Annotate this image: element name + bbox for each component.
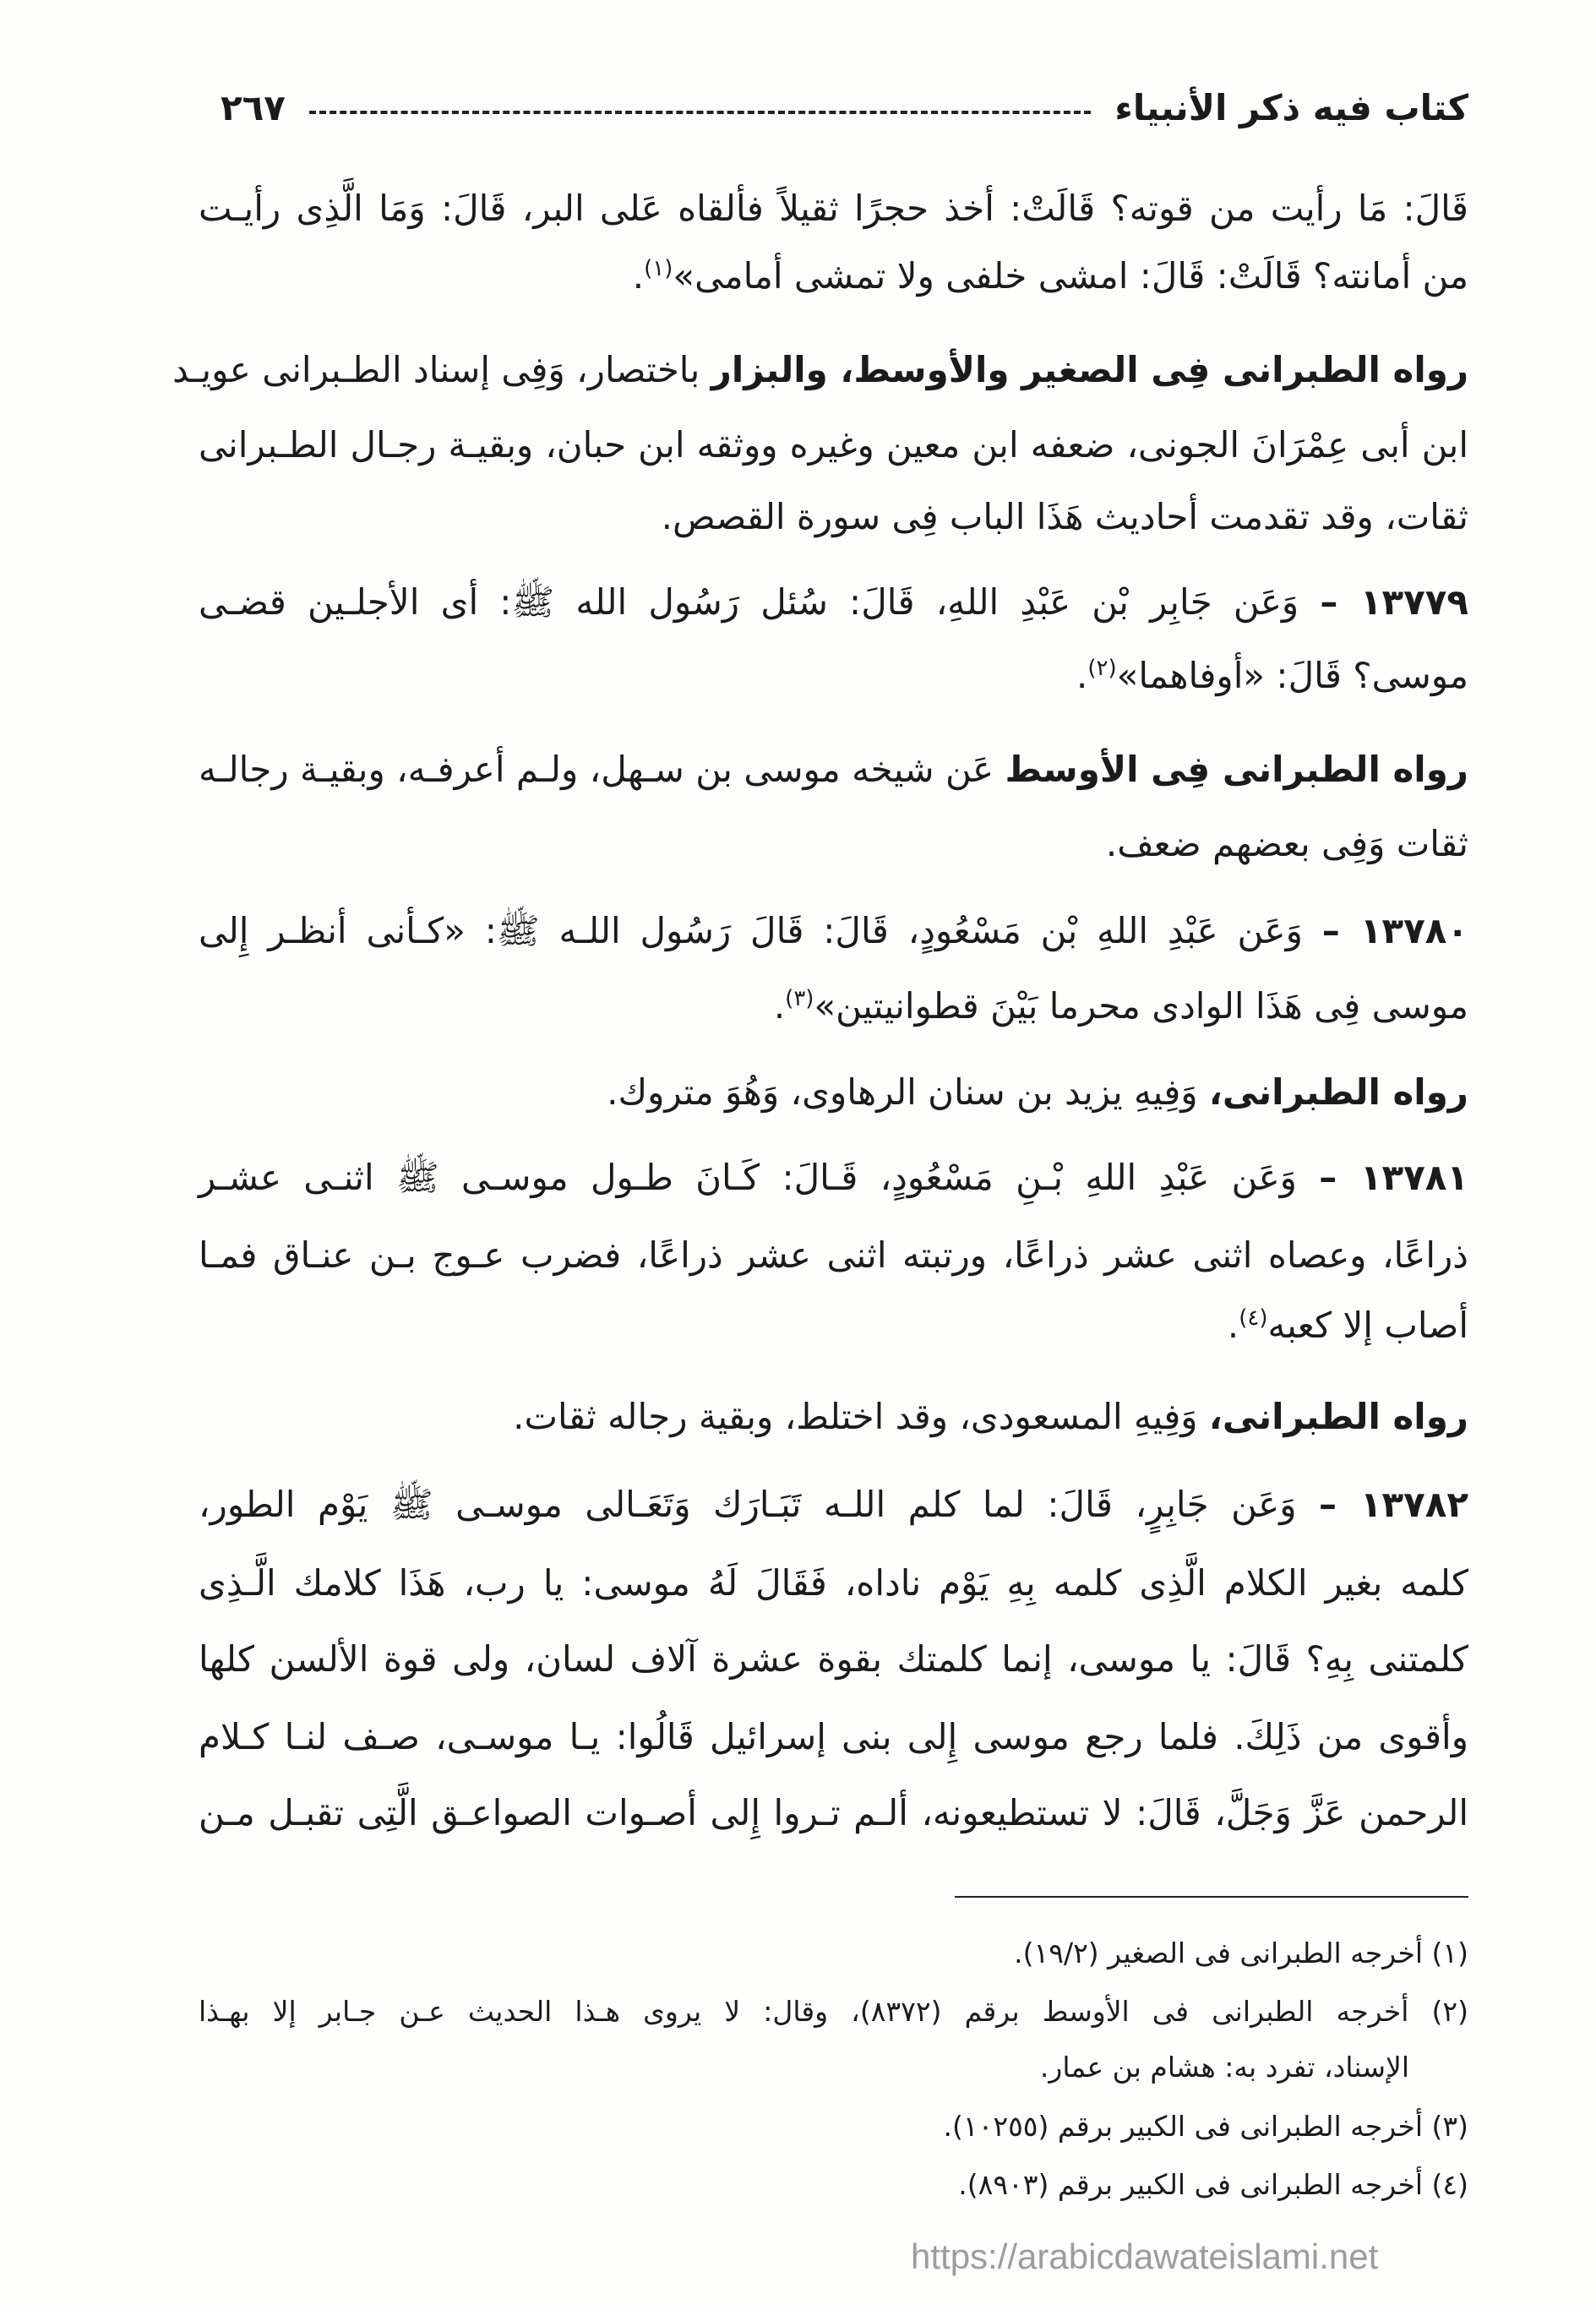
line-text: أصاب إلا كعبه (1267, 1305, 1468, 1346)
section-title: كتاب فيه ذكر الأنبياء (1114, 86, 1468, 128)
line-text: ثقات، وقد تقدمت أحاديث هَذَا الباب فِى سورة القصص. (661, 496, 1468, 537)
source-citation: رواه الطبرانى، (1208, 1396, 1468, 1437)
text-line (199, 971, 1468, 1042)
line-text: ذراعًا، وعصاه اثنى عشر ذراعًا، ورتبته اثنى عشر ذراعًا، فضرب عـوج بـن عنـاق فمـا (199, 1234, 1468, 1276)
text-line (199, 410, 1468, 481)
text-line (199, 1220, 1468, 1291)
footnote-line (199, 1985, 1468, 2039)
page-number: ٢٦٧ (221, 86, 286, 128)
footnote (199, 2100, 1468, 2154)
text-line (199, 1142, 1468, 1213)
hadith-number: ١٣٧٧٩ – (1320, 581, 1469, 623)
text-line (199, 173, 1468, 244)
sentence-end: . (1076, 655, 1088, 696)
footnote-text: (٤) أخرجه الطبرانى فى الكبير برقم (٨٩٠٣). (958, 2168, 1468, 2201)
text-line (199, 1702, 1468, 1773)
text-line (199, 809, 1468, 880)
text-line (199, 896, 1468, 967)
text-line (199, 1624, 1468, 1695)
line-text: موسى؟ قَالَ: «أوفاهما» (1116, 655, 1468, 696)
line-text: وأقوى من ذَلِكَ. فلما رجع موسى إِلى بنى إسرائيل قَالُوا: يـا موسـى، صـف لنـا كـلام (199, 1716, 1468, 1757)
text-line (199, 1290, 1468, 1361)
line-text: كلمتنى بِهِ؟ قَالَ: يا موسى، إنما كلمتك بقوة عشرة آلاف لسان، ولى قوة الألسن كلها (199, 1638, 1468, 1680)
line-text: موسى فِى هَذَا الوادى محرما بَيْنَ قطوانيتين» (814, 985, 1468, 1027)
text-line (199, 1469, 1468, 1540)
source-citation: رواه الطبرانى فِى الصغير والأوسط، والبزار (711, 349, 1468, 390)
line-text: وَعَن جَابِرٍ، قَالَ: لما كلم اللـه تَبَـارَك وَتَعَـالى موسـى ﷺ يَوْم الطور، (199, 1484, 1297, 1525)
line-text: باختصار، وَفِى إسناد الطـبرانى عويـد (172, 349, 700, 390)
watermark-url: https://arabicdawateislami.net (911, 2236, 1379, 2276)
footnote-separator (955, 1896, 1468, 1898)
footnote (199, 2158, 1468, 2212)
footnote-text: الإسناد، تفرد به: هشام بن عمار. (1039, 2051, 1409, 2084)
line-text: وَفِيهِ يزيد بن سنان الرهاوى، وَهُوَ متروك. (607, 1071, 1198, 1113)
hadith-number: ١٣٧٨٢ – (1319, 1484, 1468, 1525)
line-text: الرحمن عَزَّ وَجَلَّ، قَالَ: لا تستطيعونه، ألـم تـروا إِلى أصـوات الصواعـق الَّتِى تقبـل مـن (199, 1792, 1468, 1833)
header-dash-rule (309, 111, 1091, 114)
line-text: وَعَن جَابِر بْن عَبْدِ اللهِ، قَالَ: سُئل رَسُول الله ﷺ: أى الأجلـين قضـى (199, 581, 1299, 623)
footnote-line (199, 2040, 1409, 2095)
source-citation: رواه الطبرانى فِى الأوسط (1005, 749, 1468, 790)
line-text: ثقات وَفِى بعضهم ضعف. (1105, 823, 1468, 864)
sentence-end: . (773, 985, 786, 1027)
footnote-text: (١) أخرجه الطبرانى فى الصغير (١٩/٢). (1014, 1937, 1468, 1969)
text-line (199, 1381, 1468, 1452)
footnote-text: (٢) أخرجه الطبرانى فى الأوسط برقم (٨٣٧٢)، وقال: لا يروى هـذا الحديث عـن جـابر إلا بهـذا (199, 1995, 1468, 2028)
line-text: قَالَ: مَا رأيت من قوته؟ قَالَتْ: أخذ حجرًا ثقيلاً فألقاه عَلى البر، قَالَ: وَمَا الَّذِى رأيـت (199, 188, 1468, 229)
line-text: وَعَن عَبْدِ اللهِ بْـنِ مَسْعُودٍ، قَـالَ: كَـانَ طـول موسـى ﷺ اثنـى عشـر (199, 1157, 1297, 1198)
text-line (199, 734, 1468, 805)
text-line (172, 335, 1468, 406)
text-line (199, 482, 1468, 553)
text-line (199, 640, 1468, 711)
hadith-number: ١٣٧٨٠ – (1321, 910, 1469, 951)
line-text: وَفِيهِ المسعودى، وقد اختلط، وبقية رجاله ثقات. (513, 1396, 1198, 1437)
text-line (199, 1548, 1468, 1619)
line-text: وَعَن عَبْدِ اللهِ بْن مَسْعُودٍ، قَالَ: قَالَ رَسُول اللـه ﷺ: «كـأنى أنظـر إِلى (199, 910, 1303, 951)
footnote-ref: (٢) (1087, 656, 1117, 681)
line-text: ابن أبى عِمْرَانَ الجونى، ضعفه ابن معين وغيره ووثقه ابن حبان، وبقيـة رجـال الطـبرانى (199, 424, 1468, 466)
sentence-end: . (632, 255, 645, 297)
line-text: من أمانته؟ قَالَتْ: قَالَ: امشى خلفى ولا تمشى أمامى» (673, 255, 1468, 297)
footnote-ref: (١) (644, 256, 673, 281)
running-header (221, 78, 1468, 137)
footnote (199, 1926, 1468, 1980)
text-line (199, 1778, 1468, 1849)
footnote-ref: (٣) (785, 986, 814, 1011)
source-citation: رواه الطبرانى، (1208, 1071, 1468, 1113)
footnote-text: (٣) أخرجه الطبرانى فى الكبير برقم (١٠٢٥٥). (943, 2110, 1468, 2143)
hadith-number: ١٣٧٨١ – (1319, 1157, 1468, 1198)
sentence-end: . (1227, 1305, 1239, 1346)
text-line (199, 241, 1468, 312)
footnote-ref: (٤) (1239, 1305, 1268, 1331)
text-line (199, 567, 1468, 638)
line-text: عَن شيخه موسى بن سـهل، ولـم أعرفـه، وبقيـة رجالـه (199, 749, 994, 790)
line-text: كلمه بغير الكلام الَّذِى كلمه بِهِ يَوْم ناداه، فَقَالَ لَهُ موسى: يا رب، هَذَا كلامك الَّـذِى (199, 1562, 1468, 1604)
text-line (199, 1057, 1468, 1128)
